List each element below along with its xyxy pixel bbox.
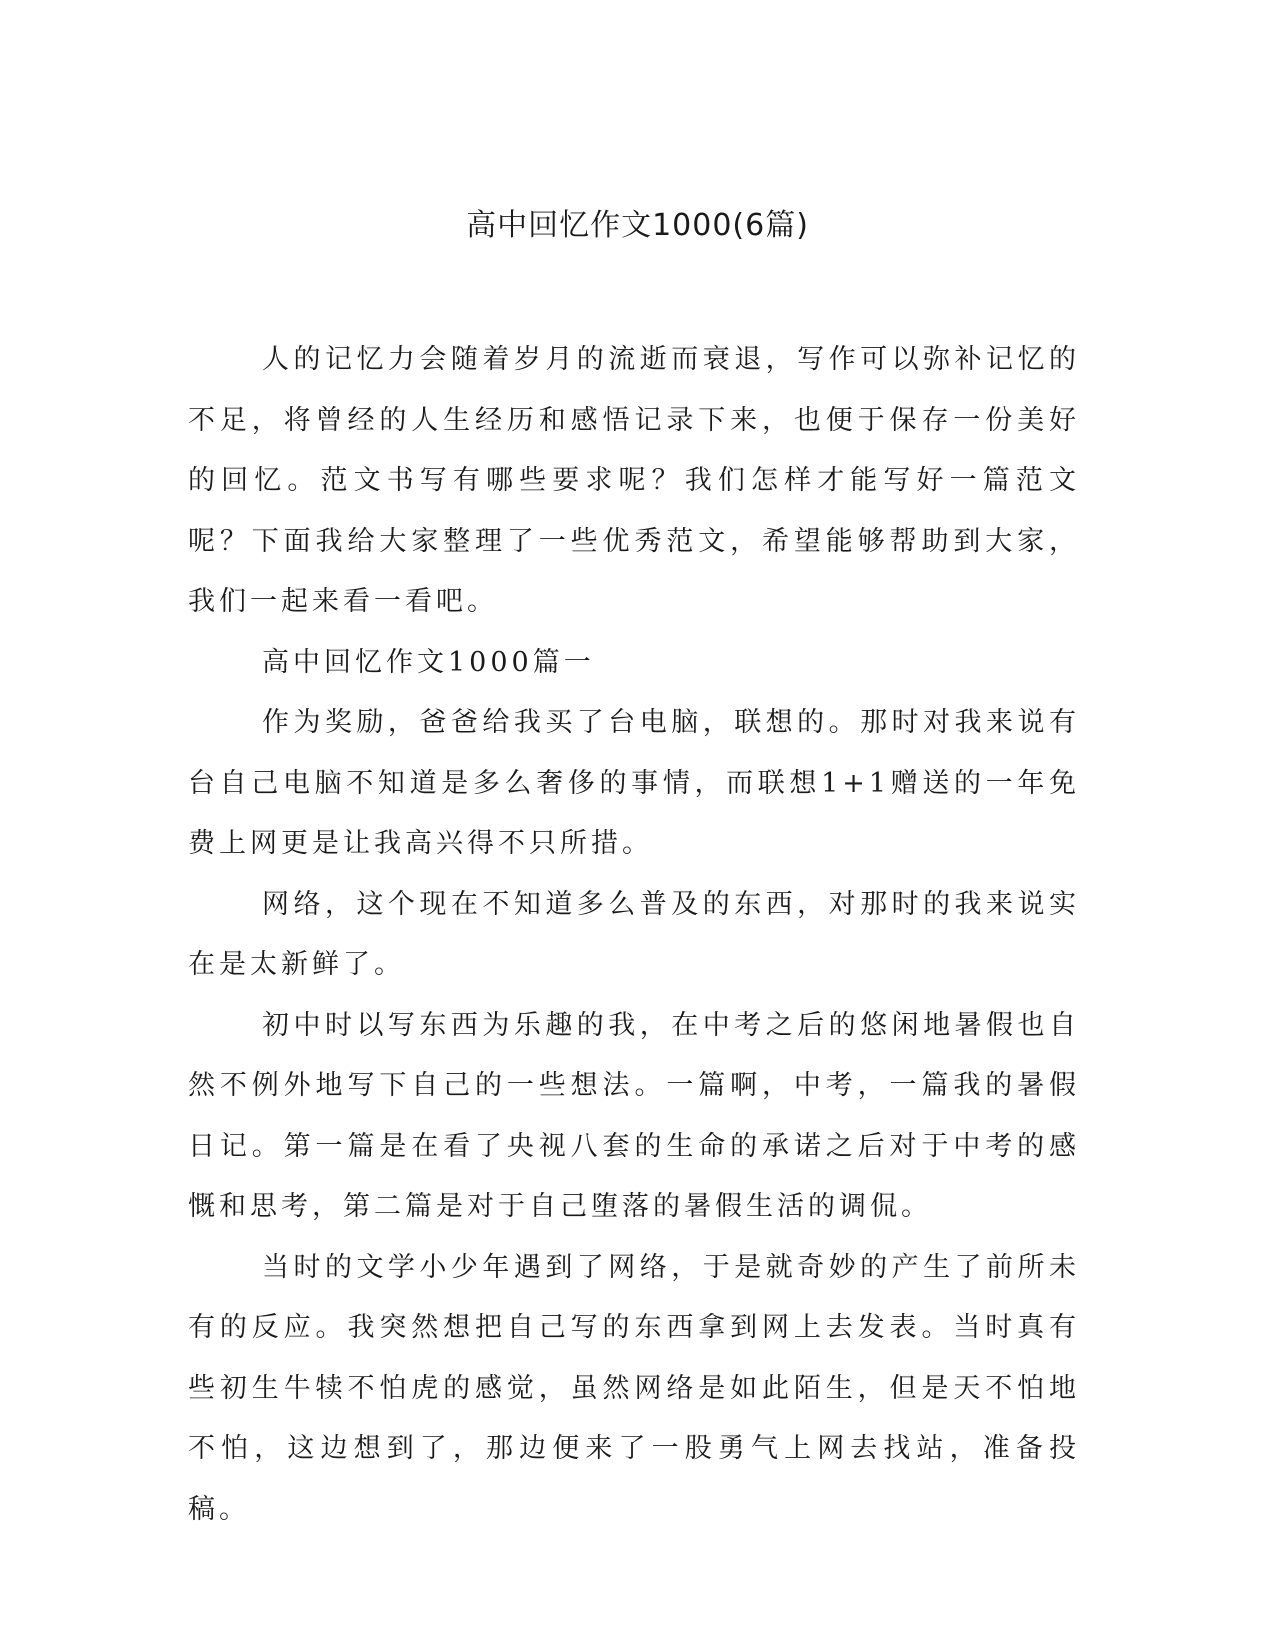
intro-paragraph: 人的记忆力会随着岁月的流逝而衰退，写作可以弥补记忆的不足，将曾经的人生经历和感悟记录下来，也便于保存一份美好的回忆。范文书写有哪些要求呢？我们怎样才能写好一篇范文呢？下面我给大家整理了一些优秀范文，希望能够帮助到大家，我们一起来看一看吧。 — [188, 344, 1080, 617]
document-body — [188, 330, 1080, 1540]
section-heading: 高中回忆作文1000篇一 — [262, 646, 595, 678]
body-paragraph: 网络，这个现在不知道多么普及的东西，对那时的我来说实在是太新鲜了。 — [188, 888, 1080, 980]
body-paragraph: 作为奖励，爸爸给我买了台电脑，联想的。那时对我来说有台自己电脑不知道是多么奢侈的事情，而联想1+1赠送的一年免费上网更是让我高兴得不只所措。 — [188, 707, 1080, 859]
document-title: 高中回忆作文1000(6篇) — [466, 208, 809, 243]
body-paragraph: 初中时以写东西为乐趣的我，在中考之后的悠闲地暑假也自然不例外地写下自己的一些想法。一篇啊，中考，一篇我的暑假日记。第一篇是在看了央视八套的生命的承诺之后对于中考的感慨和思考，第二篇是对于自己堕落的暑假生活的调侃。 — [188, 1009, 1080, 1222]
body-paragraph: 当时的文学小少年遇到了网络，于是就奇妙的产生了前所未有的反应。我突然想把自己写的东西拿到网上去发表。当时真有些初生牛犊不怕虎的感觉，虽然网络是如此陌生，但是天不怕地不怕，这边想到了，那边便来了一股勇气上网去找站，准备投稿。 — [188, 1251, 1080, 1525]
